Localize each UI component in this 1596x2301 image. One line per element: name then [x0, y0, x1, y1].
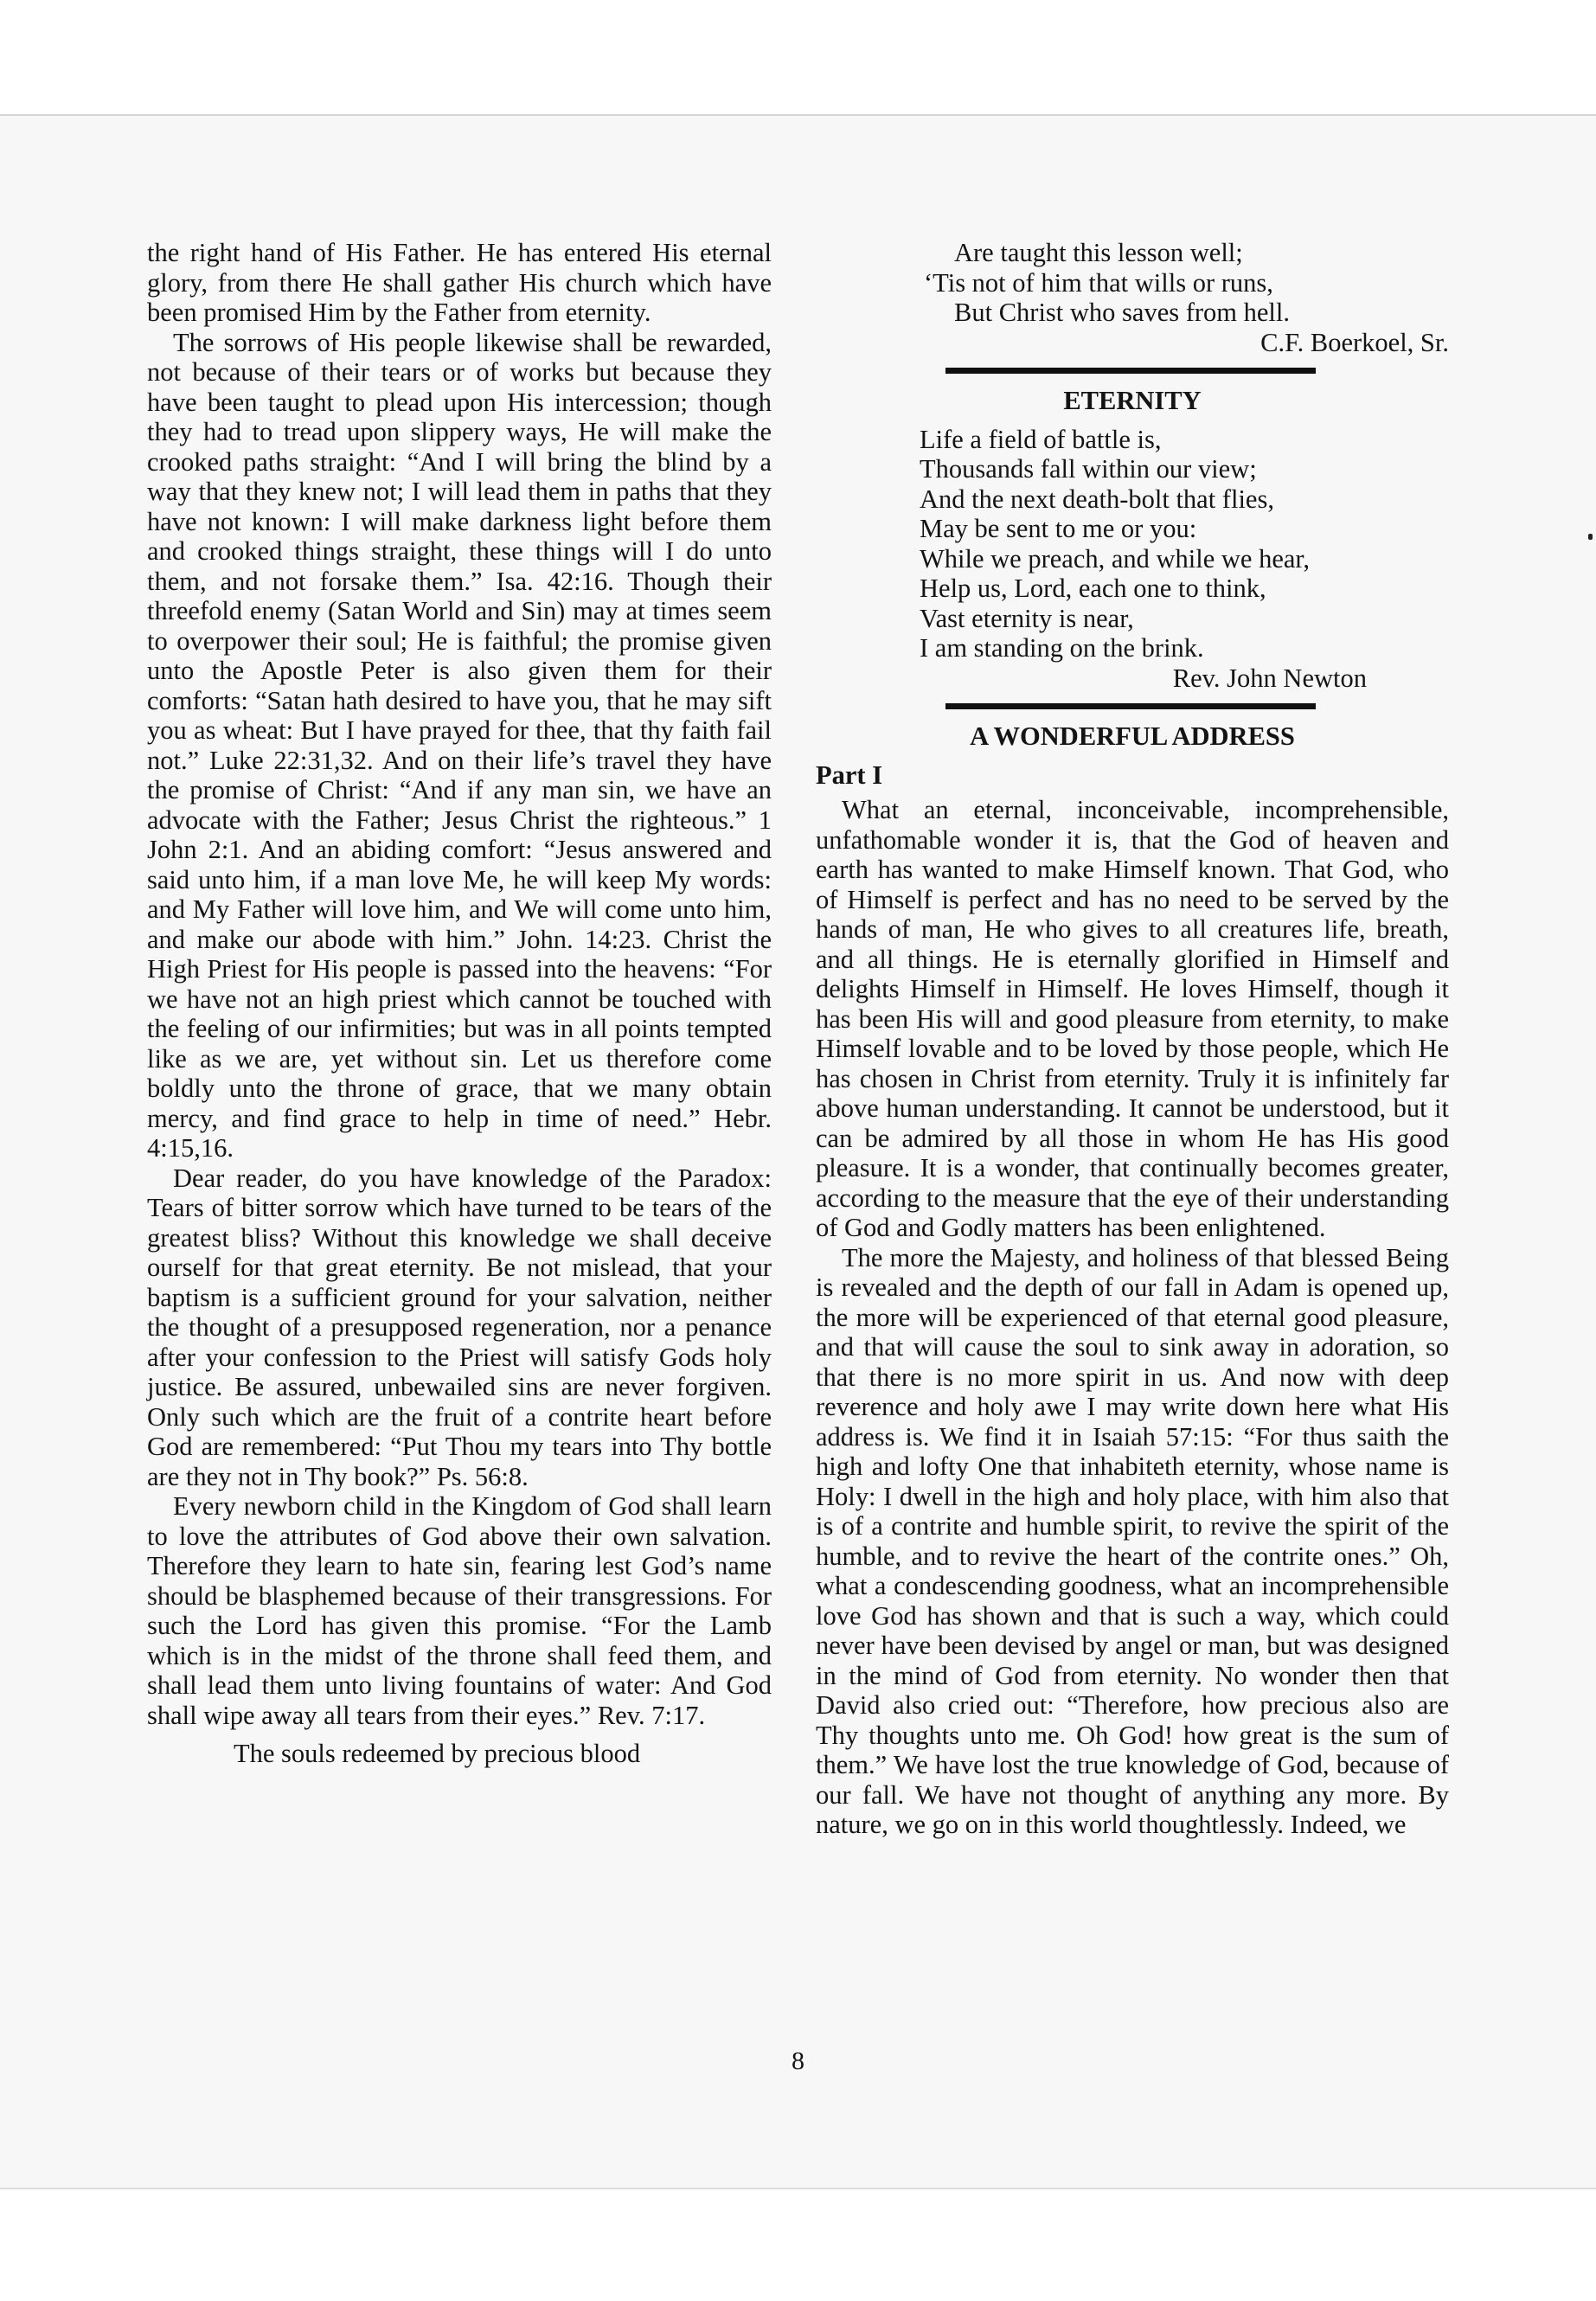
address-paragraph: The more the Majesty, and holiness of that blessed Being is revealed and the depth of our fall in Adam is opened up, the more will be experienced of that eternal good pleasure, and that will cause the soul to sink away in adoration, so that there is no more spirit in us. And now with deep reverence and holy awe I may write down here what His address is. We find it in Isaiah 57:15: “For thus saith the high and lofty One that inhabiteth eternity, whose name is Holy: I dwell in the high and holy place, with him also that is of a contrite and humble spirit, to revive the spirit of the humble, and to revive the heart of the contrite ones.” Oh, what a condescending goodness, what an incomprehensible love God has shown and that is such a way, which could never have been devised by angel or man, but was designed in the mind of God from eternity. No wonder then that David also cried out: “Therefore, how precious also are Thy thoughts unto me. Oh God! how great is the sum of them.” We have lost the true knowledge of God, because of our fall. We have not thought of anything any more. By nature, we go on in this world thoughtlessly. Indeed, we	[816, 1242, 1449, 1839]
eternity-poem	[920, 425, 1449, 694]
page-number: 8	[792, 2047, 804, 2075]
left-paragraph: the right hand of His Father. He has entered His eternal glory, from there He shall gather His church which have been promised Him by the Father from eternity.	[147, 238, 772, 327]
poem-line: But Christ who saves from hell.	[954, 298, 1290, 327]
right-column	[816, 238, 1449, 1840]
poem-line: I am standing on the brink.	[920, 633, 1204, 663]
section-divider	[945, 703, 1316, 709]
poem-line: Vast eternity is near,	[920, 603, 1134, 633]
address-title: A WONDERFUL ADDRESS	[970, 721, 1295, 751]
address-paragraph: What an eternal, inconceivable, incomprehensible, unfathomable wonder it is, that the God of heaven and earth has wanted to make Himself known. That God, who of Himself is perfect and has no need to be served by the hands of man, He who gives to all creatures life, breath, and all things. He is eternally glorified in Himself and delights Himself in Himself. He loves Himself, though it has been His will and good pleasure from eternity, to make Himself lovable and to be loved by those people, which He has chosen in Christ from eternity. Truly it is infinitely far above human understanding. It cannot be understood, but it can be admired by all those in whom He has His good pleasure. It is a wonder, that continually becomes greater, according to the measure that the eye of their understanding of God and Godly matters has been enlightened.	[816, 795, 1449, 1242]
eternity-title: ETERNITY	[1063, 386, 1202, 415]
poem-line: Life a field of battle is,	[920, 424, 1162, 454]
left-paragraph: Dear reader, do you have knowledge of the Paradox: Tears of bitter sorrow which have turned to be tears of the greatest bliss? Without this knowledge we shall deceive ourself for that great eternity. Be not mislead, that your baptism is a sufficient ground for your salvation, neither the thought of a presupposed regeneration, nor a penance after your confession to the Priest will satisfy Gods holy justice. Be assured, unbewailed sins are never forgiven. Only such which are the fruit of a contrite heart before God are remembered: “Put Thou my tears into Thy bottle are they not in Thy book?” Ps. 56:8.	[147, 1163, 772, 1491]
section-divider	[945, 368, 1316, 374]
left-paragraph: Every newborn child in the Kingdom of God shall learn to love the attributes of God above their own salvation. Therefore they learn to hate sin, fearing lest God’s name should be blasphemed because of their transgressions. For such the Lord has given this promise. “For the Lamb which is in the midst of the throne shall feed them, and shall lead them unto living fountains of water: And God shall wipe away all tears from their eyes.” Rev. 7:17.	[147, 1491, 772, 1730]
poem-line: And the next death-bolt that flies,	[920, 484, 1274, 514]
eternity-author: Rev. John Newton	[1172, 663, 1367, 693]
left-paragraph: The sorrows of His people likewise shall be rewarded, not because of their tears or of works but because they have been taught to plead upon His intercession; though they had to tread upon slippery ways, He will make the crooked paths straight: “And I will bring the blind by a way that they knew not; I will lead them in paths that they have not known: I will make darkness light before them and crooked things straight, these things will I do unto them, and not forsake them.” Isa. 42:16. Though their threefold enemy (Satan World and Sin) may at times seem to overpower their soul; He is faithful; the promise given unto the Apostle Peter is also given them for their comforts: “Satan hath desired to have you, that he may sift you as wheat: But I have prayed for thee, that thy faith fail not.” Luke 22:31,32. And on their life’s travel they have the promise of Christ: “And if any man sin, we have an advocate with the Father; Jesus Christ the righteous.” 1 John 2:1. And an abiding comfort: “Jesus answered and said unto him, if a man love Me, he will keep My words: and My Father will love him, and We will come unto him, and make our abode with him.” John. 14:23. Christ the High Priest for His people is passed into the heavens: “For we have not an high priest which cannot be touched with the feeling of our infirmities; but was in all points tempted like as we are, yet without sin. Let us therefore come boldly unto the throne of grace, that we many obtain mercy, and find grace to help in time of need.” Hebr. 4:15,16.	[147, 327, 772, 1163]
poem-first-line: The souls redeemed by precious blood	[234, 1739, 641, 1768]
poem-line: ‘Tis not of him that wills or runs,	[924, 267, 1273, 298]
poem-line: While we preach, and while we hear,	[920, 543, 1310, 574]
poem-line: Thousands fall within our view;	[920, 454, 1257, 484]
left-column	[147, 238, 772, 1769]
poem-line: Are taught this lesson well;	[954, 238, 1243, 267]
poem-continuation	[816, 238, 1449, 357]
part-label: Part I	[816, 760, 883, 790]
poem-author: C.F. Boerkoel, Sr.	[1260, 327, 1449, 357]
poem-line: Help us, Lord, each one to think,	[920, 574, 1266, 603]
poem-line: May be sent to me or you:	[920, 514, 1197, 543]
scan-speck	[1588, 534, 1593, 540]
